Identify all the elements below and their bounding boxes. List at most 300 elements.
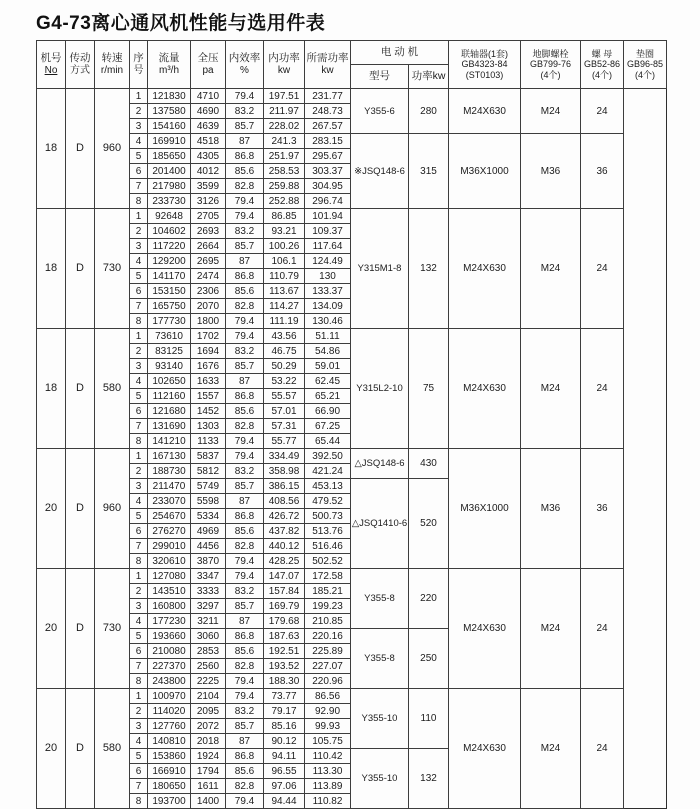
- required-power-cell: 66.90: [305, 404, 351, 419]
- motor-model-cell: Y315L2-10: [351, 329, 409, 449]
- block-0: [37, 89, 667, 209]
- header-cell-motor-power: 功率kw: [409, 65, 449, 89]
- required-power-cell: 267.57: [305, 119, 351, 134]
- speed-cell: 960: [95, 449, 130, 569]
- efficiency-cell: 85.6: [226, 164, 264, 179]
- motor-power-cell: 430: [409, 449, 449, 479]
- seq-cell: 7: [130, 539, 148, 554]
- pressure-cell: 2693: [191, 224, 226, 239]
- flow-cell: 165750: [148, 299, 191, 314]
- data-row: [37, 569, 667, 584]
- pressure-cell: 5812: [191, 464, 226, 479]
- internal-power-cell: 252.88: [264, 194, 305, 209]
- pressure-cell: 2095: [191, 704, 226, 719]
- required-power-cell: 134.09: [305, 299, 351, 314]
- pressure-cell: 4518: [191, 134, 226, 149]
- internal-power-cell: 228.02: [264, 119, 305, 134]
- machine-no-cell: 20: [37, 449, 66, 569]
- header-line: 垫圈: [635, 48, 654, 59]
- seq-cell: 1: [130, 449, 148, 464]
- flow-cell: 83125: [148, 344, 191, 359]
- flow-cell: 117220: [148, 239, 191, 254]
- washer-cell: 24: [581, 689, 624, 809]
- internal-power-cell: 94.44: [264, 794, 305, 809]
- internal-power-cell: 97.06: [264, 779, 305, 794]
- flow-cell: 104602: [148, 224, 191, 239]
- pressure-cell: 1676: [191, 359, 226, 374]
- pressure-cell: 1400: [191, 794, 226, 809]
- flow-cell: 166910: [148, 764, 191, 779]
- internal-power-cell: 408.56: [264, 494, 305, 509]
- pressure-cell: 5749: [191, 479, 226, 494]
- required-power-cell: 210.85: [305, 614, 351, 629]
- required-power-cell: 296.74: [305, 194, 351, 209]
- header-line: 联轴器(1套): [461, 48, 508, 59]
- seq-cell: 2: [130, 344, 148, 359]
- required-power-cell: 500.73: [305, 509, 351, 524]
- pressure-cell: 3870: [191, 554, 226, 569]
- required-power-cell: 105.75: [305, 734, 351, 749]
- header-cell-motor-group: 电 动 机: [351, 41, 449, 65]
- machine-no-cell: 18: [37, 89, 66, 209]
- pressure-cell: 3599: [191, 179, 226, 194]
- internal-power-cell: 110.79: [264, 269, 305, 284]
- flow-cell: 93140: [148, 359, 191, 374]
- required-power-cell: 172.58: [305, 569, 351, 584]
- required-power-cell: 51.11: [305, 329, 351, 344]
- seq-cell: 7: [130, 299, 148, 314]
- internal-power-cell: 147.07: [264, 569, 305, 584]
- data-row: [37, 209, 667, 224]
- nut-cell: M24: [521, 89, 581, 134]
- header-line: 螺 母: [591, 48, 613, 59]
- flow-cell: 210080: [148, 644, 191, 659]
- efficiency-cell: 85.7: [226, 479, 264, 494]
- header-line-2: m³/h: [159, 64, 179, 76]
- header-line-1: 全压: [197, 52, 219, 65]
- required-power-cell: 479.52: [305, 494, 351, 509]
- efficiency-cell: 85.6: [226, 524, 264, 539]
- pressure-cell: 5334: [191, 509, 226, 524]
- flow-cell: 299010: [148, 539, 191, 554]
- required-power-cell: 453.13: [305, 479, 351, 494]
- required-power-cell: 513.76: [305, 524, 351, 539]
- internal-power-cell: 53.22: [264, 374, 305, 389]
- flow-cell: 141210: [148, 434, 191, 449]
- internal-power-cell: 157.84: [264, 584, 305, 599]
- anchor-bolt-cell: M24X630: [449, 689, 521, 809]
- pressure-cell: 4710: [191, 89, 226, 104]
- internal-power-cell: 169.79: [264, 599, 305, 614]
- required-power-cell: 113.89: [305, 779, 351, 794]
- header-line-2: r/min: [100, 64, 124, 76]
- efficiency-cell: 83.2: [226, 104, 264, 119]
- flow-cell: 137580: [148, 104, 191, 119]
- flow-cell: 127080: [148, 569, 191, 584]
- efficiency-cell: 79.4: [226, 689, 264, 704]
- header-line-2: 号: [133, 64, 144, 76]
- header-line-2: %: [240, 64, 249, 76]
- efficiency-cell: 79.4: [226, 194, 264, 209]
- speed-cell: 580: [95, 329, 130, 449]
- header-line-2: kw: [277, 64, 291, 76]
- required-power-cell: 65.44: [305, 434, 351, 449]
- header-line-1: 机号: [40, 52, 62, 65]
- efficiency-cell: 87: [226, 734, 264, 749]
- required-power-cell: 113.30: [305, 764, 351, 779]
- header-line: GB96-85: [626, 59, 664, 70]
- data-row: [37, 329, 667, 344]
- data-row: [37, 689, 667, 704]
- block-3: [37, 449, 667, 569]
- flow-cell: 73610: [148, 329, 191, 344]
- seq-cell: 2: [130, 224, 148, 239]
- pressure-cell: 3297: [191, 599, 226, 614]
- pressure-cell: 3126: [191, 194, 226, 209]
- efficiency-cell: 87: [226, 614, 264, 629]
- internal-power-cell: 197.51: [264, 89, 305, 104]
- internal-power-cell: 188.30: [264, 674, 305, 689]
- motor-model-cell: Y315M1-8: [351, 209, 409, 329]
- flow-cell: 169910: [148, 134, 191, 149]
- header-line-2: pa: [202, 64, 214, 76]
- flow-cell: 201400: [148, 164, 191, 179]
- pressure-cell: 4456: [191, 539, 226, 554]
- internal-power-cell: 113.67: [264, 284, 305, 299]
- required-power-cell: 220.96: [305, 674, 351, 689]
- nut-cell: M24: [521, 329, 581, 449]
- efficiency-cell: 87: [226, 374, 264, 389]
- motor-model-cell: △JSQ1410-6: [351, 479, 409, 569]
- data-row: [37, 449, 667, 464]
- efficiency-cell: 79.4: [226, 329, 264, 344]
- efficiency-cell: 86.8: [226, 389, 264, 404]
- header-line-2: 方式: [70, 64, 90, 76]
- flow-cell: 92648: [148, 209, 191, 224]
- efficiency-cell: 79.4: [226, 449, 264, 464]
- internal-power-cell: 106.1: [264, 254, 305, 269]
- header-line-1: 所需功率: [306, 52, 349, 65]
- pressure-cell: 2474: [191, 269, 226, 284]
- seq-cell: 8: [130, 314, 148, 329]
- required-power-cell: 67.25: [305, 419, 351, 434]
- internal-power-cell: 86.85: [264, 209, 305, 224]
- motor-power-cell: 75: [409, 329, 449, 449]
- required-power-cell: 199.23: [305, 599, 351, 614]
- efficiency-cell: 85.7: [226, 599, 264, 614]
- motor-power-cell: 110: [409, 689, 449, 749]
- header-cell-2: [95, 41, 130, 89]
- seq-cell: 7: [130, 179, 148, 194]
- washer-cell: 24: [581, 209, 624, 329]
- seq-cell: 4: [130, 254, 148, 269]
- machine-no-cell: 18: [37, 329, 66, 449]
- flow-cell: 188730: [148, 464, 191, 479]
- seq-cell: 6: [130, 644, 148, 659]
- pressure-cell: 4969: [191, 524, 226, 539]
- seq-cell: 5: [130, 509, 148, 524]
- seq-cell: 4: [130, 734, 148, 749]
- pressure-cell: 1133: [191, 434, 226, 449]
- pressure-cell: 1452: [191, 404, 226, 419]
- internal-power-cell: 85.16: [264, 719, 305, 734]
- pressure-cell: 4690: [191, 104, 226, 119]
- pressure-cell: 4012: [191, 164, 226, 179]
- pressure-cell: 2664: [191, 239, 226, 254]
- internal-power-cell: 426.72: [264, 509, 305, 524]
- flow-cell: 143510: [148, 584, 191, 599]
- header-row-1: [37, 41, 667, 65]
- efficiency-cell: 86.8: [226, 149, 264, 164]
- header-cell-0: [37, 41, 66, 89]
- pressure-cell: 3060: [191, 629, 226, 644]
- drive-cell: D: [66, 329, 95, 449]
- seq-cell: 3: [130, 599, 148, 614]
- efficiency-cell: 87: [226, 134, 264, 149]
- motor-power-cell: 250: [409, 629, 449, 689]
- required-power-cell: 225.89: [305, 644, 351, 659]
- efficiency-cell: 83.2: [226, 344, 264, 359]
- seq-cell: 4: [130, 134, 148, 149]
- header-cell-6: [226, 41, 264, 89]
- header-cell-right-3: [624, 41, 667, 89]
- pressure-cell: 1611: [191, 779, 226, 794]
- required-power-cell: 516.46: [305, 539, 351, 554]
- washer-cell: 36: [581, 134, 624, 209]
- efficiency-cell: 79.4: [226, 314, 264, 329]
- internal-power-cell: 93.21: [264, 224, 305, 239]
- internal-power-cell: 428.25: [264, 554, 305, 569]
- flow-cell: 243800: [148, 674, 191, 689]
- flow-cell: 121680: [148, 404, 191, 419]
- efficiency-cell: 79.4: [226, 209, 264, 224]
- required-power-cell: 227.07: [305, 659, 351, 674]
- seq-cell: 2: [130, 464, 148, 479]
- motor-model-cell: Y355-10: [351, 749, 409, 809]
- efficiency-cell: 83.2: [226, 584, 264, 599]
- pressure-cell: 2072: [191, 719, 226, 734]
- header-line-1: 转速: [101, 52, 123, 65]
- required-power-cell: 130: [305, 269, 351, 284]
- header-line-1: 序: [133, 52, 144, 65]
- efficiency-cell: 85.6: [226, 404, 264, 419]
- pressure-cell: 1794: [191, 764, 226, 779]
- internal-power-cell: 73.77: [264, 689, 305, 704]
- required-power-cell: 65.21: [305, 389, 351, 404]
- flow-cell: 180650: [148, 779, 191, 794]
- internal-power-cell: 258.53: [264, 164, 305, 179]
- drive-cell: D: [66, 449, 95, 569]
- pressure-cell: 1633: [191, 374, 226, 389]
- required-power-cell: 283.15: [305, 134, 351, 149]
- pressure-cell: 1800: [191, 314, 226, 329]
- block-1: [37, 209, 667, 329]
- seq-cell: 8: [130, 794, 148, 809]
- pressure-cell: 1557: [191, 389, 226, 404]
- seq-cell: 1: [130, 689, 148, 704]
- anchor-bolt-cell: M24X630: [449, 89, 521, 134]
- seq-cell: 6: [130, 164, 148, 179]
- washer-cell: 36: [581, 449, 624, 569]
- flow-cell: 100970: [148, 689, 191, 704]
- motor-model-cell: △JSQ148-6: [351, 449, 409, 479]
- header-cell-right-1: [521, 41, 581, 89]
- internal-power-cell: 179.68: [264, 614, 305, 629]
- flow-cell: 153860: [148, 749, 191, 764]
- anchor-bolt-cell: M36X1000: [449, 449, 521, 569]
- drive-cell: D: [66, 209, 95, 329]
- required-power-cell: 304.95: [305, 179, 351, 194]
- internal-power-cell: 241.3: [264, 134, 305, 149]
- header-line: 地脚螺栓: [532, 48, 569, 59]
- flow-cell: 320610: [148, 554, 191, 569]
- internal-power-cell: 193.52: [264, 659, 305, 674]
- drive-cell: D: [66, 89, 95, 209]
- seq-cell: 6: [130, 284, 148, 299]
- required-power-cell: 295.67: [305, 149, 351, 164]
- efficiency-cell: 85.7: [226, 239, 264, 254]
- speed-cell: 960: [95, 89, 130, 209]
- required-power-cell: 99.93: [305, 719, 351, 734]
- washer-cell: 24: [581, 89, 624, 134]
- required-power-cell: 54.86: [305, 344, 351, 359]
- pressure-cell: 1924: [191, 749, 226, 764]
- internal-power-cell: 46.75: [264, 344, 305, 359]
- required-power-cell: 110.82: [305, 794, 351, 809]
- pressure-cell: 2695: [191, 254, 226, 269]
- pressure-cell: 5598: [191, 494, 226, 509]
- efficiency-cell: 86.8: [226, 749, 264, 764]
- flow-cell: 233070: [148, 494, 191, 509]
- efficiency-cell: 86.8: [226, 629, 264, 644]
- efficiency-cell: 82.8: [226, 659, 264, 674]
- anchor-bolt-cell: M24X630: [449, 569, 521, 689]
- flow-cell: 167130: [148, 449, 191, 464]
- required-power-cell: 231.77: [305, 89, 351, 104]
- seq-cell: 1: [130, 209, 148, 224]
- efficiency-cell: 85.7: [226, 719, 264, 734]
- efficiency-cell: 86.8: [226, 509, 264, 524]
- seq-cell: 3: [130, 239, 148, 254]
- speed-cell: 580: [95, 689, 130, 809]
- internal-power-cell: 187.63: [264, 629, 305, 644]
- required-power-cell: 248.73: [305, 104, 351, 119]
- required-power-cell: 59.01: [305, 359, 351, 374]
- internal-power-cell: 55.77: [264, 434, 305, 449]
- pressure-cell: 4639: [191, 119, 226, 134]
- motor-model-cell: Y355-6: [351, 89, 409, 134]
- seq-cell: 4: [130, 614, 148, 629]
- machine-no-cell: 20: [37, 569, 66, 689]
- flow-cell: 254670: [148, 509, 191, 524]
- seq-cell: 3: [130, 719, 148, 734]
- header-line: GB4323-84: [461, 59, 508, 70]
- seq-cell: 8: [130, 554, 148, 569]
- flow-cell: 227370: [148, 659, 191, 674]
- header-line-2: kw: [321, 64, 334, 76]
- nut-cell: M24: [521, 209, 581, 329]
- internal-power-cell: 259.88: [264, 179, 305, 194]
- efficiency-cell: 82.8: [226, 539, 264, 554]
- internal-power-cell: 96.55: [264, 764, 305, 779]
- drive-cell: D: [66, 569, 95, 689]
- efficiency-cell: 85.6: [226, 764, 264, 779]
- internal-power-cell: 334.49: [264, 449, 305, 464]
- seq-cell: 8: [130, 194, 148, 209]
- seq-cell: 7: [130, 779, 148, 794]
- pressure-cell: 2560: [191, 659, 226, 674]
- seq-cell: 6: [130, 524, 148, 539]
- header-line: (4个): [592, 69, 612, 80]
- seq-cell: 3: [130, 479, 148, 494]
- efficiency-cell: 79.4: [226, 794, 264, 809]
- flow-cell: 276270: [148, 524, 191, 539]
- header-cell-8: [305, 41, 351, 89]
- flow-cell: 177730: [148, 314, 191, 329]
- flow-cell: 131690: [148, 419, 191, 434]
- header-line: GB52-86: [583, 59, 621, 70]
- required-power-cell: 101.94: [305, 209, 351, 224]
- internal-power-cell: 358.98: [264, 464, 305, 479]
- internal-power-cell: 100.26: [264, 239, 305, 254]
- seq-cell: 5: [130, 389, 148, 404]
- efficiency-cell: 82.8: [226, 779, 264, 794]
- block-2: [37, 329, 667, 449]
- page-title: G4-73离心通风机性能与选用件表: [36, 13, 326, 34]
- nut-cell: M36: [521, 134, 581, 209]
- internal-power-cell: 43.56: [264, 329, 305, 344]
- required-power-cell: 62.45: [305, 374, 351, 389]
- internal-power-cell: 79.17: [264, 704, 305, 719]
- efficiency-cell: 85.6: [226, 284, 264, 299]
- internal-power-cell: 114.27: [264, 299, 305, 314]
- nut-cell: M24: [521, 689, 581, 809]
- header-cell-1: [66, 41, 95, 89]
- pressure-cell: 1694: [191, 344, 226, 359]
- efficiency-cell: 85.7: [226, 119, 264, 134]
- seq-cell: 6: [130, 764, 148, 779]
- flow-cell: 193700: [148, 794, 191, 809]
- pressure-cell: 2070: [191, 299, 226, 314]
- internal-power-cell: 50.29: [264, 359, 305, 374]
- machine-no-cell: 18: [37, 209, 66, 329]
- motor-power-cell: 220: [409, 569, 449, 629]
- seq-cell: 4: [130, 374, 148, 389]
- header-line: GB799-76: [529, 59, 572, 70]
- header-cell-3: [130, 41, 148, 89]
- seq-cell: 1: [130, 89, 148, 104]
- seq-cell: 5: [130, 149, 148, 164]
- motor-power-cell: 520: [409, 479, 449, 569]
- flow-cell: 129200: [148, 254, 191, 269]
- motor-power-cell: 132: [409, 209, 449, 329]
- table-header: [37, 41, 667, 89]
- data-row: [37, 134, 667, 149]
- speed-cell: 730: [95, 569, 130, 689]
- efficiency-cell: 82.8: [226, 419, 264, 434]
- efficiency-cell: 79.4: [226, 434, 264, 449]
- drive-cell: D: [66, 689, 95, 809]
- efficiency-cell: 79.4: [226, 674, 264, 689]
- internal-power-cell: 111.19: [264, 314, 305, 329]
- seq-cell: 7: [130, 659, 148, 674]
- efficiency-cell: 79.4: [226, 89, 264, 104]
- flow-cell: 127760: [148, 719, 191, 734]
- required-power-cell: 109.37: [305, 224, 351, 239]
- header-line-1: 内功率: [268, 52, 300, 65]
- flow-cell: 121830: [148, 89, 191, 104]
- block-4: [37, 569, 667, 689]
